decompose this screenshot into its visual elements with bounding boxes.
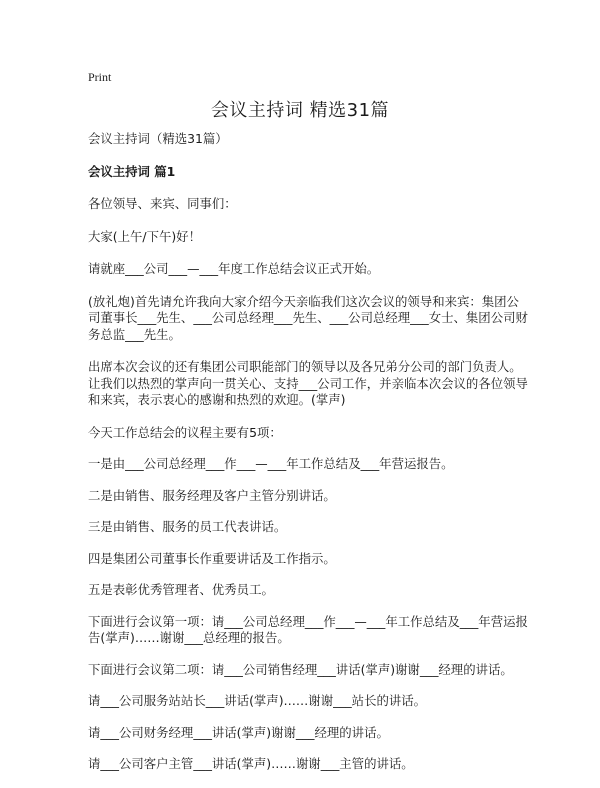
page-title: 会议主持词 精选31篇 xyxy=(210,100,390,121)
section-heading: 会议主持词 篇1 xyxy=(88,163,176,179)
body-paragraph: 出席本次会议的还有集团公司职能部门的领导以及各兄弟分公司的部门负责人。让我们以热烈的掌声向一贯关心、支持___公司工作，并亲临本次会议的各位领导和来宾，表示衷心的感谢和热烈的欢迎。(掌声) xyxy=(88,359,528,407)
greeting-paragraph: 大家(上午/下午)好！ xyxy=(88,228,201,244)
body-paragraph: 请___公司服务站站长___讲话(掌声)……谢谢___站长的讲话。 xyxy=(88,693,427,708)
body-paragraph: 请就座___公司___—___年度工作总结会议正式开始。 xyxy=(88,261,380,276)
body-paragraph: (放礼炮)首先请允许我向大家介绍今天亲临我们这次会议的领导和来宾：集团公司董事长___先生、___公司总经理___先生、___公司总经理___女士、集团公司财务总监___先生。 xyxy=(88,293,528,342)
document-body xyxy=(88,131,528,788)
subtitle-paragraph: 会议主持词（精选31篇） xyxy=(88,131,228,146)
body-paragraph: 请___公司客户主管___讲话(掌声)……谢谢___主管的讲话。 xyxy=(88,756,414,771)
body-paragraph: 今天工作总结会的议程主要有5项： xyxy=(88,424,282,440)
body-paragraph: 下面进行会议第二项：请___公司销售经理___讲话(掌声)谢谢___经理的讲话。 xyxy=(88,661,513,677)
greeting-paragraph: 各位领导、来宾、同事们： xyxy=(88,196,237,211)
agenda-item: 四是集团公司董事长作重要讲话及工作指示。 xyxy=(88,550,336,566)
body-paragraph: 下面进行会议第一项：请___公司总经理___作___—___年工作总结及___年营运报告(掌声)……谢谢___总经理的报告。 xyxy=(88,613,528,645)
agenda-item: 五是表彰优秀管理者、优秀员工。 xyxy=(88,582,274,597)
print-label[interactable]: Print xyxy=(88,70,112,84)
agenda-item: 一是由___公司总经理___作___—___年工作总结及___年营运报告。 xyxy=(88,456,454,471)
agenda-item: 三是由销售、服务的员工代表讲话。 xyxy=(88,519,287,534)
agenda-item: 二是由销售、服务经理及客户主管分别讲话。 xyxy=(88,487,336,503)
body-paragraph: 请___公司财务经理___讲话(掌声)谢谢___经理的讲话。 xyxy=(88,724,389,740)
